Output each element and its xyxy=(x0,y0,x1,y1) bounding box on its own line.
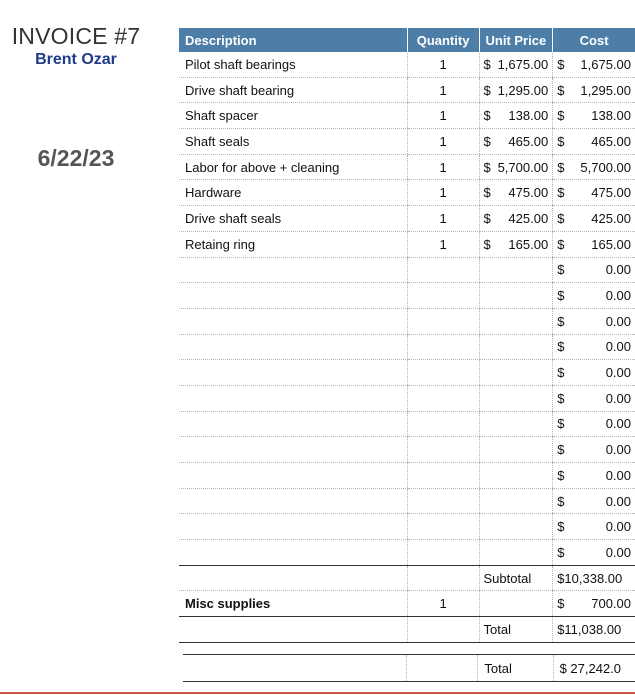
misc-description: Misc supplies xyxy=(179,591,407,617)
item-cost xyxy=(553,77,635,103)
currency-symbol: $ xyxy=(557,133,565,149)
amount: 0.00 xyxy=(605,493,631,509)
item-cost xyxy=(553,540,635,566)
grand-total-spacer xyxy=(183,655,407,682)
total-row xyxy=(179,617,635,643)
amount: 0.00 xyxy=(605,519,631,535)
currency-symbol: $ xyxy=(557,288,565,304)
empty-cell xyxy=(179,617,407,643)
currency-symbol: $ xyxy=(483,185,491,201)
total-label: Total xyxy=(479,617,553,643)
item-cost xyxy=(553,463,635,489)
item-cost xyxy=(553,308,635,334)
item-cost xyxy=(553,283,635,309)
table-row xyxy=(179,206,635,232)
money-value xyxy=(557,83,631,98)
amount: 0.00 xyxy=(605,339,631,355)
column-header-quantity: Quantity xyxy=(407,28,479,52)
amount: 1,675.00 xyxy=(497,56,549,72)
empty-cell xyxy=(179,463,407,489)
empty-cell xyxy=(407,411,479,437)
line-items-table xyxy=(179,28,635,643)
currency-symbol: $ xyxy=(557,313,565,329)
subtotal-row xyxy=(179,565,635,591)
currency-symbol: $ xyxy=(483,159,491,175)
item-cost xyxy=(553,206,635,232)
grand-total-value: $ 27,242.0 xyxy=(553,655,635,682)
currency-symbol: $ xyxy=(557,339,565,355)
empty-cell xyxy=(407,385,479,411)
empty-cell xyxy=(407,283,479,309)
currency-symbol: $ xyxy=(483,82,491,98)
empty-cell xyxy=(179,334,407,360)
money-value xyxy=(557,545,631,560)
amount: 165.00 xyxy=(591,236,631,252)
table-row xyxy=(179,129,635,155)
amount: 0.00 xyxy=(605,467,631,483)
money-value xyxy=(484,108,549,123)
amount: 5,700.00 xyxy=(497,159,549,175)
currency-symbol: $ xyxy=(557,416,565,432)
item-cost xyxy=(553,385,635,411)
empty-row xyxy=(179,385,635,411)
item-quantity: 1 xyxy=(407,52,479,77)
grand-total-row xyxy=(183,655,635,682)
item-cost xyxy=(553,411,635,437)
amount: 1,675.00 xyxy=(580,56,631,72)
subtotal-value: $10,338.00 xyxy=(553,565,635,591)
currency-symbol: $ xyxy=(557,108,565,124)
item-cost xyxy=(553,154,635,180)
amount: 425.00 xyxy=(591,210,631,226)
item-description: Labor for above + cleaning xyxy=(179,154,407,180)
money-value xyxy=(557,365,631,380)
grand-total-table xyxy=(183,654,635,682)
subtotal-label: Subtotal xyxy=(479,565,553,591)
amount: 1,295.00 xyxy=(580,82,631,98)
item-quantity: 1 xyxy=(407,154,479,180)
client-name: Brent Ozar xyxy=(35,51,117,68)
money-value xyxy=(557,314,631,329)
item-cost xyxy=(553,180,635,206)
table-row xyxy=(179,180,635,206)
money-value xyxy=(557,237,631,252)
item-cost xyxy=(553,514,635,540)
misc-quantity: 1 xyxy=(407,591,479,617)
amount: 138.00 xyxy=(591,108,631,124)
money-value xyxy=(484,83,549,98)
item-description: Shaft spacer xyxy=(179,103,407,129)
empty-cell xyxy=(479,308,553,334)
misc-cost xyxy=(553,591,635,617)
money-value xyxy=(557,262,631,277)
item-unit-price xyxy=(479,129,553,155)
currency-symbol: $ xyxy=(557,82,565,98)
empty-cell xyxy=(479,463,553,489)
empty-row xyxy=(179,540,635,566)
currency-symbol: $ xyxy=(557,159,565,175)
column-header-cost: Cost xyxy=(553,28,635,52)
money-value xyxy=(557,160,631,175)
empty-cell xyxy=(179,514,407,540)
amount: 465.00 xyxy=(591,133,631,149)
money-value xyxy=(557,108,631,123)
page-bottom-rule xyxy=(0,692,635,694)
currency-symbol: $ xyxy=(557,365,565,381)
money-value xyxy=(557,391,631,406)
empty-cell xyxy=(479,385,553,411)
currency-symbol: $ xyxy=(557,56,565,72)
amount: 1,295.00 xyxy=(497,82,549,98)
amount: 425.00 xyxy=(508,210,549,226)
table-body xyxy=(179,52,635,642)
empty-cell xyxy=(479,334,553,360)
empty-cell xyxy=(407,488,479,514)
currency-symbol: $ xyxy=(557,467,565,483)
money-value xyxy=(557,519,631,534)
empty-row xyxy=(179,488,635,514)
item-quantity: 1 xyxy=(407,206,479,232)
table-row xyxy=(179,154,635,180)
invoice-date: 6/22/23 xyxy=(37,145,115,171)
currency-symbol: $ xyxy=(557,262,565,278)
currency-symbol: $ xyxy=(557,493,565,509)
column-header-unit-price: Unit Price xyxy=(479,28,553,52)
currency-symbol: $ xyxy=(557,519,565,535)
item-quantity: 1 xyxy=(407,77,479,103)
item-quantity: 1 xyxy=(407,129,479,155)
currency-symbol: $ xyxy=(483,236,491,252)
amount: 0.00 xyxy=(605,262,631,278)
currency-symbol: $ xyxy=(557,390,565,406)
currency-symbol: $ xyxy=(483,108,491,124)
amount: 0.00 xyxy=(605,442,631,458)
item-quantity: 1 xyxy=(407,231,479,257)
amount: 138.00 xyxy=(508,108,549,124)
invoice-header xyxy=(0,22,152,70)
item-cost xyxy=(553,129,635,155)
item-unit-price xyxy=(479,180,553,206)
item-cost xyxy=(553,257,635,283)
currency-symbol: $ xyxy=(557,185,565,201)
amount: 5,700.00 xyxy=(580,159,631,175)
empty-cell xyxy=(479,437,553,463)
empty-cell xyxy=(179,283,407,309)
item-cost xyxy=(553,52,635,77)
empty-cell xyxy=(179,437,407,463)
amount: 0.00 xyxy=(605,416,631,432)
empty-cell xyxy=(407,514,479,540)
money-value xyxy=(557,596,631,611)
table-row xyxy=(179,231,635,257)
grand-total-spacer xyxy=(407,655,478,682)
currency-symbol: $ xyxy=(483,133,491,149)
money-value xyxy=(557,288,631,303)
table-row xyxy=(179,103,635,129)
grand-total-label: Total xyxy=(478,655,553,682)
empty-cell xyxy=(407,308,479,334)
money-value xyxy=(557,211,631,226)
item-unit-price xyxy=(479,206,553,232)
empty-row xyxy=(179,308,635,334)
empty-cell xyxy=(407,540,479,566)
currency-symbol: $ xyxy=(557,544,565,560)
amount: 475.00 xyxy=(591,185,631,201)
empty-cell xyxy=(179,360,407,386)
amount: 465.00 xyxy=(508,133,549,149)
item-cost xyxy=(553,334,635,360)
item-unit-price xyxy=(479,231,553,257)
empty-cell xyxy=(179,565,407,591)
empty-cell xyxy=(407,617,479,643)
amount: 0.00 xyxy=(605,288,631,304)
misc-row xyxy=(179,591,635,617)
amount: 0.00 xyxy=(605,544,631,560)
empty-cell xyxy=(179,257,407,283)
money-value xyxy=(484,185,549,200)
money-value xyxy=(557,134,631,149)
item-cost xyxy=(553,103,635,129)
empty-cell xyxy=(479,257,553,283)
empty-cell xyxy=(479,514,553,540)
amount: 0.00 xyxy=(605,390,631,406)
empty-cell xyxy=(407,565,479,591)
empty-row xyxy=(179,283,635,309)
empty-cell xyxy=(179,385,407,411)
empty-cell xyxy=(407,334,479,360)
money-value xyxy=(557,339,631,354)
empty-row xyxy=(179,257,635,283)
empty-cell xyxy=(179,540,407,566)
money-value xyxy=(484,211,549,226)
currency-symbol: $ xyxy=(483,56,491,72)
column-header-description: Description xyxy=(179,28,407,52)
empty-cell xyxy=(479,360,553,386)
currency-symbol: $ xyxy=(483,210,491,226)
currency-symbol: $ xyxy=(557,210,565,226)
item-cost xyxy=(553,231,635,257)
item-unit-price xyxy=(479,52,553,77)
money-value xyxy=(484,237,549,252)
empty-cell xyxy=(179,488,407,514)
table-header-row xyxy=(179,28,635,52)
empty-row xyxy=(179,411,635,437)
table-row xyxy=(179,52,635,77)
money-value xyxy=(557,442,631,457)
money-value xyxy=(557,416,631,431)
item-cost xyxy=(553,437,635,463)
empty-row xyxy=(179,360,635,386)
empty-cell xyxy=(479,540,553,566)
invoice-title: INVOICE #7 xyxy=(11,23,141,49)
item-description: Hardware xyxy=(179,180,407,206)
currency-symbol: $ xyxy=(557,596,565,612)
item-description: Pilot shaft bearings xyxy=(179,52,407,77)
empty-row xyxy=(179,514,635,540)
item-quantity: 1 xyxy=(407,103,479,129)
amount: 475.00 xyxy=(508,185,549,201)
empty-cell xyxy=(179,308,407,334)
money-value xyxy=(557,185,631,200)
money-value xyxy=(484,134,549,149)
money-value xyxy=(557,494,631,509)
money-value xyxy=(484,160,549,175)
empty-cell xyxy=(479,411,553,437)
item-cost xyxy=(553,488,635,514)
total-value: $11,038.00 xyxy=(553,617,635,643)
amount: 0.00 xyxy=(605,365,631,381)
amount: 0.00 xyxy=(605,313,631,329)
money-value xyxy=(484,57,549,72)
empty-cell xyxy=(479,591,553,617)
item-unit-price xyxy=(479,77,553,103)
amount: 165.00 xyxy=(508,236,549,252)
empty-cell xyxy=(479,283,553,309)
item-description: Shaft seals xyxy=(179,129,407,155)
table-row xyxy=(179,77,635,103)
item-description: Retaing ring xyxy=(179,231,407,257)
empty-cell xyxy=(179,411,407,437)
money-value xyxy=(557,468,631,483)
empty-row xyxy=(179,334,635,360)
item-quantity: 1 xyxy=(407,180,479,206)
currency-symbol: $ xyxy=(557,442,565,458)
item-unit-price xyxy=(479,154,553,180)
item-description: Drive shaft seals xyxy=(179,206,407,232)
item-unit-price xyxy=(479,103,553,129)
empty-cell xyxy=(407,437,479,463)
empty-cell xyxy=(407,360,479,386)
empty-row xyxy=(179,437,635,463)
empty-cell xyxy=(479,488,553,514)
currency-symbol: $ xyxy=(557,236,565,252)
item-cost xyxy=(553,360,635,386)
empty-cell xyxy=(407,463,479,489)
money-value xyxy=(557,57,631,72)
empty-cell xyxy=(407,257,479,283)
item-description: Drive shaft bearing xyxy=(179,77,407,103)
empty-row xyxy=(179,463,635,489)
amount: 700.00 xyxy=(591,596,631,612)
